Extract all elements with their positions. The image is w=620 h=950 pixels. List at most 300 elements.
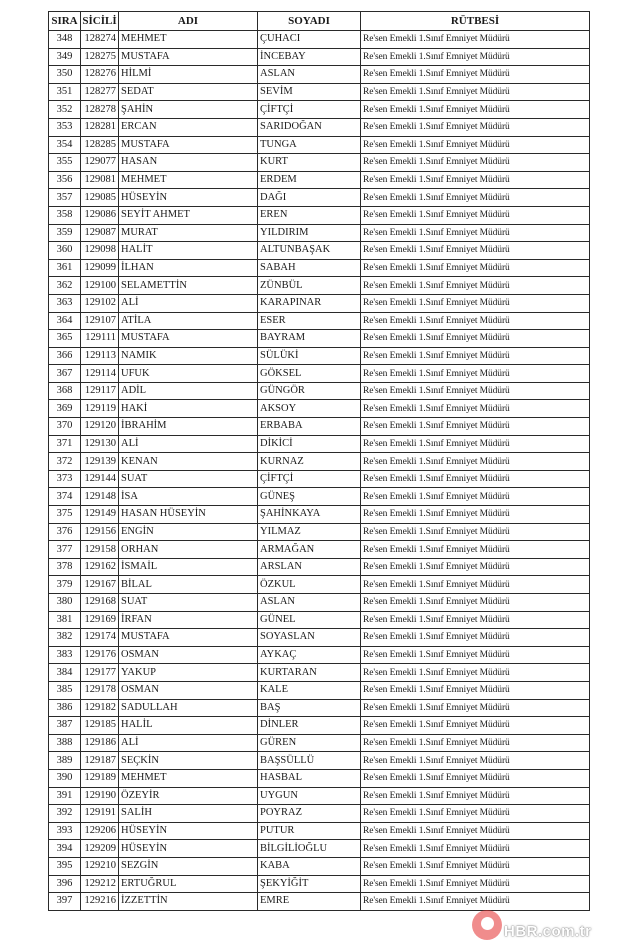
cell-rutbe: Re'sen Emekli 1.Sınıf Emniyet Müdürü xyxy=(361,699,590,717)
cell-adi: HASAN HÜSEYİN xyxy=(119,506,258,524)
cell-sira: 386 xyxy=(49,699,81,717)
cell-sicil: 129176 xyxy=(81,646,119,664)
cell-sira: 381 xyxy=(49,611,81,629)
cell-soyadi: ERDEM xyxy=(258,171,361,189)
cell-soyadi: BAYRAM xyxy=(258,330,361,348)
cell-soyadi: DİNLER xyxy=(258,717,361,735)
cell-rutbe: Re'sen Emekli 1.Sınıf Emniyet Müdürü xyxy=(361,347,590,365)
cell-sira: 385 xyxy=(49,681,81,699)
cell-sira: 371 xyxy=(49,435,81,453)
cell-soyadi: GÜNEL xyxy=(258,611,361,629)
cell-sira: 388 xyxy=(49,734,81,752)
cell-adi: MURAT xyxy=(119,224,258,242)
cell-rutbe: Re'sen Emekli 1.Sınıf Emniyet Müdürü xyxy=(361,189,590,207)
cell-adi: İBRAHİM xyxy=(119,418,258,436)
cell-soyadi: YILMAZ xyxy=(258,523,361,541)
cell-sicil: 129162 xyxy=(81,558,119,576)
cell-sira: 383 xyxy=(49,646,81,664)
cell-soyadi: KURNAZ xyxy=(258,453,361,471)
cell-rutbe: Re'sen Emekli 1.Sınıf Emniyet Müdürü xyxy=(361,48,590,66)
cell-rutbe: Re'sen Emekli 1.Sınıf Emniyet Müdürü xyxy=(361,136,590,154)
table-row xyxy=(49,206,590,224)
cell-rutbe: Re'sen Emekli 1.Sınıf Emniyet Müdürü xyxy=(361,576,590,594)
table-row xyxy=(49,576,590,594)
table-row xyxy=(49,752,590,770)
cell-rutbe: Re'sen Emekli 1.Sınıf Emniyet Müdürü xyxy=(361,224,590,242)
cell-soyadi: DAĞI xyxy=(258,189,361,207)
cell-soyadi: DİKİCİ xyxy=(258,435,361,453)
cell-adi: MEHMET xyxy=(119,31,258,49)
cell-adi: ALİ xyxy=(119,294,258,312)
table-row xyxy=(49,646,590,664)
cell-sira: 360 xyxy=(49,242,81,260)
cell-sicil: 129120 xyxy=(81,418,119,436)
watermark-text: HBR.com.tr xyxy=(504,923,592,940)
cell-sira: 393 xyxy=(49,822,81,840)
cell-rutbe: Re'sen Emekli 1.Sınıf Emniyet Müdürü xyxy=(361,294,590,312)
cell-soyadi: KARAPINAR xyxy=(258,294,361,312)
cell-sira: 395 xyxy=(49,857,81,875)
cell-sira: 391 xyxy=(49,787,81,805)
cell-sicil: 128276 xyxy=(81,66,119,84)
table-row xyxy=(49,893,590,911)
cell-sira: 390 xyxy=(49,769,81,787)
cell-adi: SUAT xyxy=(119,594,258,612)
cell-adi: İSA xyxy=(119,488,258,506)
table-body xyxy=(49,31,590,911)
cell-sira: 370 xyxy=(49,418,81,436)
table-row xyxy=(49,418,590,436)
cell-rutbe: Re'sen Emekli 1.Sınıf Emniyet Müdürü xyxy=(361,242,590,260)
cell-sira: 378 xyxy=(49,558,81,576)
cell-sicil: 129100 xyxy=(81,277,119,295)
cell-sira: 389 xyxy=(49,752,81,770)
cell-soyadi: KALE xyxy=(258,681,361,699)
table-row xyxy=(49,769,590,787)
cell-rutbe: Re'sen Emekli 1.Sınıf Emniyet Müdürü xyxy=(361,875,590,893)
cell-adi: SELAMETTİN xyxy=(119,277,258,295)
cell-rutbe: Re'sen Emekli 1.Sınıf Emniyet Müdürü xyxy=(361,400,590,418)
cell-rutbe: Re'sen Emekli 1.Sınıf Emniyet Müdürü xyxy=(361,664,590,682)
cell-rutbe: Re'sen Emekli 1.Sınıf Emniyet Müdürü xyxy=(361,646,590,664)
cell-sicil: 129169 xyxy=(81,611,119,629)
cell-sira: 368 xyxy=(49,382,81,400)
cell-sicil: 129107 xyxy=(81,312,119,330)
cell-rutbe: Re'sen Emekli 1.Sınıf Emniyet Müdürü xyxy=(361,330,590,348)
table-row xyxy=(49,66,590,84)
cell-soyadi: HASBAL xyxy=(258,769,361,787)
table-row xyxy=(49,717,590,735)
cell-soyadi: ÇİFTÇİ xyxy=(258,101,361,119)
cell-sira: 382 xyxy=(49,629,81,647)
cell-sicil: 129113 xyxy=(81,347,119,365)
cell-adi: HÜSEYİN xyxy=(119,189,258,207)
cell-sira: 355 xyxy=(49,154,81,172)
cell-soyadi: İNCEBAY xyxy=(258,48,361,66)
table-row xyxy=(49,365,590,383)
cell-sicil: 129210 xyxy=(81,857,119,875)
cell-sicil: 129190 xyxy=(81,787,119,805)
cell-adi: ŞAHİN xyxy=(119,101,258,119)
cell-sicil: 129189 xyxy=(81,769,119,787)
table-row xyxy=(49,435,590,453)
cell-sicil: 129139 xyxy=(81,453,119,471)
table-row xyxy=(49,171,590,189)
cell-soyadi: BAŞ xyxy=(258,699,361,717)
cell-adi: OSMAN xyxy=(119,646,258,664)
table-row xyxy=(49,83,590,101)
cell-rutbe: Re'sen Emekli 1.Sınıf Emniyet Müdürü xyxy=(361,681,590,699)
cell-sira: 376 xyxy=(49,523,81,541)
table-row xyxy=(49,259,590,277)
cell-soyadi: ERBABA xyxy=(258,418,361,436)
cell-soyadi: POYRAZ xyxy=(258,805,361,823)
table-row xyxy=(49,31,590,49)
cell-sicil: 129182 xyxy=(81,699,119,717)
cell-sira: 387 xyxy=(49,717,81,735)
cell-adi: İZZETTİN xyxy=(119,893,258,911)
cell-sicil: 129144 xyxy=(81,470,119,488)
cell-sicil: 129191 xyxy=(81,805,119,823)
cell-rutbe: Re'sen Emekli 1.Sınıf Emniyet Müdürü xyxy=(361,506,590,524)
cell-adi: İSMAİL xyxy=(119,558,258,576)
cell-sicil: 129156 xyxy=(81,523,119,541)
cell-rutbe: Re'sen Emekli 1.Sınıf Emniyet Müdürü xyxy=(361,453,590,471)
cell-rutbe: Re'sen Emekli 1.Sınıf Emniyet Müdürü xyxy=(361,857,590,875)
cell-sicil: 129098 xyxy=(81,242,119,260)
cell-soyadi: ASLAN xyxy=(258,594,361,612)
cell-sira: 365 xyxy=(49,330,81,348)
cell-adi: ORHAN xyxy=(119,541,258,559)
cell-adi: SADULLAH xyxy=(119,699,258,717)
cell-rutbe: Re'sen Emekli 1.Sınıf Emniyet Müdürü xyxy=(361,558,590,576)
table-row xyxy=(49,541,590,559)
cell-soyadi: SOYASLAN xyxy=(258,629,361,647)
cell-rutbe: Re'sen Emekli 1.Sınıf Emniyet Müdürü xyxy=(361,418,590,436)
cell-adi: BİLAL xyxy=(119,576,258,594)
table-row xyxy=(49,787,590,805)
cell-sira: 377 xyxy=(49,541,81,559)
cell-sicil: 129174 xyxy=(81,629,119,647)
cell-rutbe: Re'sen Emekli 1.Sınıf Emniyet Müdürü xyxy=(361,629,590,647)
cell-sira: 397 xyxy=(49,893,81,911)
table-row xyxy=(49,154,590,172)
personnel-table xyxy=(48,11,590,911)
cell-soyadi: ESER xyxy=(258,312,361,330)
cell-adi: ERCAN xyxy=(119,118,258,136)
header-rutbe: RÜTBESİ xyxy=(361,12,590,31)
cell-adi: HALİT xyxy=(119,242,258,260)
cell-sicil: 129168 xyxy=(81,594,119,612)
cell-rutbe: Re'sen Emekli 1.Sınıf Emniyet Müdürü xyxy=(361,893,590,911)
cell-rutbe: Re'sen Emekli 1.Sınıf Emniyet Müdürü xyxy=(361,312,590,330)
table-row xyxy=(49,875,590,893)
cell-rutbe: Re'sen Emekli 1.Sınıf Emniyet Müdürü xyxy=(361,541,590,559)
cell-sicil: 129081 xyxy=(81,171,119,189)
cell-sicil: 129158 xyxy=(81,541,119,559)
table-row xyxy=(49,277,590,295)
table-row xyxy=(49,118,590,136)
cell-rutbe: Re'sen Emekli 1.Sınıf Emniyet Müdürü xyxy=(361,594,590,612)
cell-rutbe: Re'sen Emekli 1.Sınıf Emniyet Müdürü xyxy=(361,382,590,400)
table-row xyxy=(49,594,590,612)
cell-sira: 354 xyxy=(49,136,81,154)
cell-soyadi: GÜNEŞ xyxy=(258,488,361,506)
cell-sira: 364 xyxy=(49,312,81,330)
table-row xyxy=(49,681,590,699)
header-soyadi: SOYADI xyxy=(258,12,361,31)
cell-adi: MEHMET xyxy=(119,171,258,189)
cell-adi: SEYİT AHMET xyxy=(119,206,258,224)
cell-rutbe: Re'sen Emekli 1.Sınıf Emniyet Müdürü xyxy=(361,259,590,277)
cell-rutbe: Re'sen Emekli 1.Sınıf Emniyet Müdürü xyxy=(361,66,590,84)
cell-rutbe: Re'sen Emekli 1.Sınıf Emniyet Müdürü xyxy=(361,206,590,224)
cell-sira: 350 xyxy=(49,66,81,84)
table-row xyxy=(49,506,590,524)
watermark xyxy=(472,910,612,944)
cell-adi: NAMIK xyxy=(119,347,258,365)
cell-soyadi: AYKAÇ xyxy=(258,646,361,664)
cell-sira: 392 xyxy=(49,805,81,823)
cell-rutbe: Re'sen Emekli 1.Sınıf Emniyet Müdürü xyxy=(361,840,590,858)
cell-sicil: 129187 xyxy=(81,752,119,770)
cell-soyadi: ÇUHACI xyxy=(258,31,361,49)
cell-adi: HASAN xyxy=(119,154,258,172)
cell-adi: ALİ xyxy=(119,734,258,752)
table-row xyxy=(49,48,590,66)
cell-rutbe: Re'sen Emekli 1.Sınıf Emniyet Müdürü xyxy=(361,277,590,295)
cell-sicil: 128278 xyxy=(81,101,119,119)
cell-rutbe: Re'sen Emekli 1.Sınıf Emniyet Müdürü xyxy=(361,101,590,119)
cell-soyadi: YILDIRIM xyxy=(258,224,361,242)
table-row xyxy=(49,136,590,154)
cell-soyadi: EREN xyxy=(258,206,361,224)
cell-rutbe: Re'sen Emekli 1.Sınıf Emniyet Müdürü xyxy=(361,611,590,629)
cell-adi: HİLMİ xyxy=(119,66,258,84)
table-header-row xyxy=(49,12,590,31)
cell-sicil: 128275 xyxy=(81,48,119,66)
cell-rutbe: Re'sen Emekli 1.Sınıf Emniyet Müdürü xyxy=(361,118,590,136)
cell-soyadi: BAŞSÜLLÜ xyxy=(258,752,361,770)
cell-sicil: 129114 xyxy=(81,365,119,383)
cell-soyadi: ŞAHİNKAYA xyxy=(258,506,361,524)
cell-adi: MUSTAFA xyxy=(119,48,258,66)
cell-sira: 351 xyxy=(49,83,81,101)
header-sira: SIRA xyxy=(49,12,81,31)
cell-sira: 356 xyxy=(49,171,81,189)
table-row xyxy=(49,611,590,629)
cell-soyadi: ARSLAN xyxy=(258,558,361,576)
header-adi: ADI xyxy=(119,12,258,31)
cell-rutbe: Re'sen Emekli 1.Sınıf Emniyet Müdürü xyxy=(361,154,590,172)
cell-sira: 379 xyxy=(49,576,81,594)
cell-sicil: 129149 xyxy=(81,506,119,524)
cell-sicil: 129216 xyxy=(81,893,119,911)
cell-sicil: 129085 xyxy=(81,189,119,207)
cell-sira: 384 xyxy=(49,664,81,682)
cell-sicil: 129087 xyxy=(81,224,119,242)
table-row xyxy=(49,822,590,840)
cell-rutbe: Re'sen Emekli 1.Sınıf Emniyet Müdürü xyxy=(361,752,590,770)
table-row xyxy=(49,840,590,858)
cell-rutbe: Re'sen Emekli 1.Sınıf Emniyet Müdürü xyxy=(361,83,590,101)
cell-adi: UFUK xyxy=(119,365,258,383)
cell-adi: ÖZEYİR xyxy=(119,787,258,805)
cell-soyadi: GÜNGÖR xyxy=(258,382,361,400)
cell-adi: SEÇKİN xyxy=(119,752,258,770)
cell-sicil: 129177 xyxy=(81,664,119,682)
cell-adi: İLHAN xyxy=(119,259,258,277)
cell-sicil: 129178 xyxy=(81,681,119,699)
table-row xyxy=(49,347,590,365)
cell-sira: 373 xyxy=(49,470,81,488)
cell-sira: 396 xyxy=(49,875,81,893)
cell-adi: MEHMET xyxy=(119,769,258,787)
cell-rutbe: Re'sen Emekli 1.Sınıf Emniyet Müdürü xyxy=(361,488,590,506)
cell-soyadi: BİLGİLİOĞLU xyxy=(258,840,361,858)
cell-adi: HALİL xyxy=(119,717,258,735)
cell-soyadi: GÜREN xyxy=(258,734,361,752)
cell-sira: 372 xyxy=(49,453,81,471)
cell-adi: MUSTAFA xyxy=(119,330,258,348)
cell-adi: SUAT xyxy=(119,470,258,488)
table-row xyxy=(49,294,590,312)
cell-soyadi: SABAH xyxy=(258,259,361,277)
cell-rutbe: Re'sen Emekli 1.Sınıf Emniyet Müdürü xyxy=(361,470,590,488)
table-row xyxy=(49,629,590,647)
cell-sira: 380 xyxy=(49,594,81,612)
cell-rutbe: Re'sen Emekli 1.Sınıf Emniyet Müdürü xyxy=(361,523,590,541)
cell-sicil: 129077 xyxy=(81,154,119,172)
cell-rutbe: Re'sen Emekli 1.Sınıf Emniyet Müdürü xyxy=(361,171,590,189)
cell-rutbe: Re'sen Emekli 1.Sınıf Emniyet Müdürü xyxy=(361,365,590,383)
cell-adi: HÜSEYİN xyxy=(119,822,258,840)
cell-soyadi: AKSOY xyxy=(258,400,361,418)
cell-soyadi: SÜLÜKİ xyxy=(258,347,361,365)
cell-adi: İRFAN xyxy=(119,611,258,629)
cell-soyadi: ÖZKUL xyxy=(258,576,361,594)
cell-sicil: 129148 xyxy=(81,488,119,506)
cell-sicil: 129186 xyxy=(81,734,119,752)
cell-adi: OSMAN xyxy=(119,681,258,699)
table-row xyxy=(49,224,590,242)
table-row xyxy=(49,523,590,541)
table-row xyxy=(49,453,590,471)
cell-rutbe: Re'sen Emekli 1.Sınıf Emniyet Müdürü xyxy=(361,787,590,805)
cell-rutbe: Re'sen Emekli 1.Sınıf Emniyet Müdürü xyxy=(361,717,590,735)
table-row xyxy=(49,189,590,207)
cell-soyadi: KABA xyxy=(258,857,361,875)
cell-sicil: 129117 xyxy=(81,382,119,400)
header-sicil: SİCİLİ xyxy=(81,12,119,31)
cell-rutbe: Re'sen Emekli 1.Sınıf Emniyet Müdürü xyxy=(361,822,590,840)
cell-adi: ENGİN xyxy=(119,523,258,541)
cell-sicil: 129086 xyxy=(81,206,119,224)
table-row xyxy=(49,699,590,717)
cell-sira: 361 xyxy=(49,259,81,277)
cell-sira: 352 xyxy=(49,101,81,119)
cell-sira: 375 xyxy=(49,506,81,524)
cell-sicil: 129130 xyxy=(81,435,119,453)
cell-soyadi: GÖKSEL xyxy=(258,365,361,383)
cell-sicil: 129119 xyxy=(81,400,119,418)
cell-soyadi: TUNGA xyxy=(258,136,361,154)
cell-soyadi: EMRE xyxy=(258,893,361,911)
cell-sira: 349 xyxy=(49,48,81,66)
cell-sira: 367 xyxy=(49,365,81,383)
cell-adi: ALİ xyxy=(119,435,258,453)
cell-sicil: 129167 xyxy=(81,576,119,594)
cell-soyadi: KURTARAN xyxy=(258,664,361,682)
cell-soyadi: ASLAN xyxy=(258,66,361,84)
cell-sicil: 129209 xyxy=(81,840,119,858)
cell-adi: HAKİ xyxy=(119,400,258,418)
cell-adi: HÜSEYİN xyxy=(119,840,258,858)
cell-adi: ADİL xyxy=(119,382,258,400)
cell-sira: 357 xyxy=(49,189,81,207)
table-row xyxy=(49,242,590,260)
cell-sira: 369 xyxy=(49,400,81,418)
cell-sira: 358 xyxy=(49,206,81,224)
cell-soyadi: ARMAĞAN xyxy=(258,541,361,559)
table-row xyxy=(49,470,590,488)
cell-sicil: 128285 xyxy=(81,136,119,154)
cell-rutbe: Re'sen Emekli 1.Sınıf Emniyet Müdürü xyxy=(361,805,590,823)
cell-sicil: 129102 xyxy=(81,294,119,312)
cell-sicil: 129206 xyxy=(81,822,119,840)
table-row xyxy=(49,734,590,752)
cell-sicil: 128274 xyxy=(81,31,119,49)
cell-soyadi: ALTUNBAŞAK xyxy=(258,242,361,260)
cell-adi: SEDAT xyxy=(119,83,258,101)
cell-sicil: 129185 xyxy=(81,717,119,735)
cell-sira: 359 xyxy=(49,224,81,242)
cell-adi: KENAN xyxy=(119,453,258,471)
cell-sira: 394 xyxy=(49,840,81,858)
cell-rutbe: Re'sen Emekli 1.Sınıf Emniyet Müdürü xyxy=(361,769,590,787)
cell-sira: 366 xyxy=(49,347,81,365)
cell-sicil: 129099 xyxy=(81,259,119,277)
cell-sira: 353 xyxy=(49,118,81,136)
cell-soyadi: SARIDOĞAN xyxy=(258,118,361,136)
cell-adi: ERTUĞRUL xyxy=(119,875,258,893)
cell-adi: YAKUP xyxy=(119,664,258,682)
cell-adi: ATİLA xyxy=(119,312,258,330)
hbr-logo-icon xyxy=(472,910,502,940)
table-row xyxy=(49,664,590,682)
cell-soyadi: UYGUN xyxy=(258,787,361,805)
cell-soyadi: PUTUR xyxy=(258,822,361,840)
cell-adi: SEZGİN xyxy=(119,857,258,875)
cell-soyadi: ŞEKYİĞİT xyxy=(258,875,361,893)
cell-rutbe: Re'sen Emekli 1.Sınıf Emniyet Müdürü xyxy=(361,435,590,453)
cell-sicil: 128277 xyxy=(81,83,119,101)
cell-adi: MUSTAFA xyxy=(119,629,258,647)
table-row xyxy=(49,400,590,418)
cell-sira: 348 xyxy=(49,31,81,49)
table-row xyxy=(49,330,590,348)
cell-soyadi: SEVİM xyxy=(258,83,361,101)
cell-sicil: 129111 xyxy=(81,330,119,348)
table-row xyxy=(49,101,590,119)
cell-rutbe: Re'sen Emekli 1.Sınıf Emniyet Müdürü xyxy=(361,31,590,49)
cell-soyadi: ZÜNBÜL xyxy=(258,277,361,295)
cell-rutbe: Re'sen Emekli 1.Sınıf Emniyet Müdürü xyxy=(361,734,590,752)
cell-soyadi: KURT xyxy=(258,154,361,172)
table-row xyxy=(49,312,590,330)
cell-sira: 362 xyxy=(49,277,81,295)
cell-adi: SALİH xyxy=(119,805,258,823)
